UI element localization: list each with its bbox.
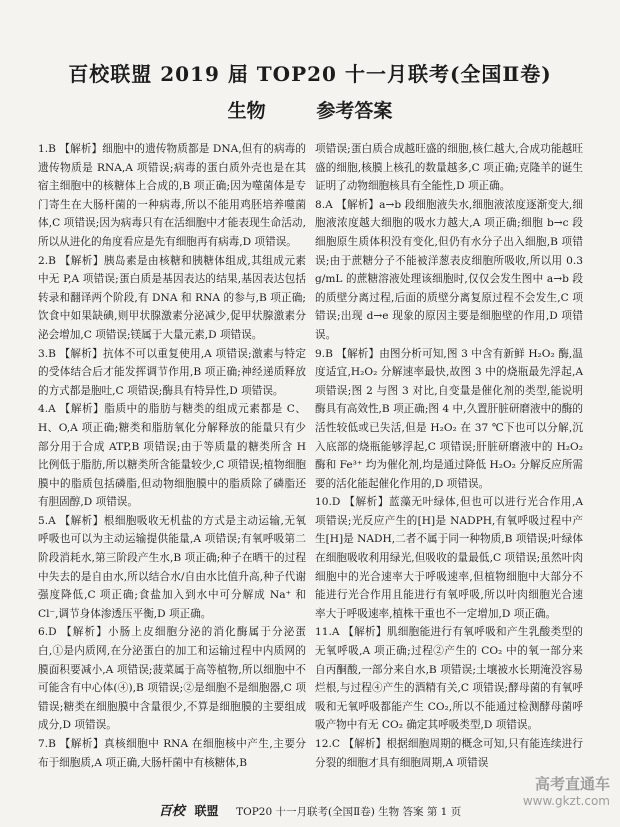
answer-item-6: 6.D 【解析】小肠上皮细胞分泌的消化酶属于分泌蛋白,①是内质网,在分泌蛋白的加工和运输过程中内质网的膜面积要减小,A 项错误;菠菜属于高等植物,所以细胞中不可能含有中心体(④),B 项错误;②是细胞不是细胞器,C 项错误;糖类在细胞膜中含量很少,不算是细胞膜的主要组成成分,D 项错误。 xyxy=(38,626,306,732)
left-column xyxy=(38,140,306,772)
answer-item-3: 3.B 【解析】抗体不可以重复使用,A 项错误;激素与特定的受体结合后才能发挥调节作用,B 项正确;神经递质释放的方式都是胞吐,C 项错误;酶具有特异性,D 项错误。 xyxy=(38,347,306,397)
answer-item-8: 8.A 【解析】a→b 段细胞液失水,细胞液浓度逐渐变大,细胞液浓度越大细胞的吸水力越大,A 项正确;细胞 b→c 段细胞原生质体积没有变化,但仍有水分子出入细胞,B 项错误;由于蔗糖分子不能被洋葱表皮细胞所吸收,所以用 0.3 g/mL 的蔗糖溶液处理该细胞时,仅仅会发生图中 a→b 段的质壁分离过程,后面的质壁分离复原过程不会发生,C 项错误;出现 d→e 现象的原因主要是细胞壁的作用,D 项错误。 xyxy=(315,198,583,341)
brand-logo-part-1: 百校 xyxy=(158,804,185,819)
answer-item-12: 12.C 【解析】根据细胞周期的概念可知,只有能连续进行分裂的细胞才具有细胞周期,A 项错误 xyxy=(315,738,583,769)
answer-item-10: 10.D 【解析】蓝藻无叶绿体,但也可以进行光合作用,A 项错误;光反应产生的[H]是 NADPH,有氧呼吸过程中产生[H]是 NADH,二者不属于同一种物质,B 项错误;叶绿体在细胞吸收利用绿光,但吸收的量最低,C 项错误;虽然叶肉细胞中的光合速率大于呼吸速率,但植物细胞中大部分不能进行光合作用且能进行有氧呼吸,所以叶肉细胞光合速率大于呼吸速率,植株干重也不一定增加,D 项正确。 xyxy=(315,496,583,620)
answer-key-label: 参考答案 xyxy=(316,100,393,122)
answer-item-1: 1.B 【解析】细胞中的遗传物质都是 DNA,但有的病毒的遗传物质是 RNA,A 项错误;病毒的蛋白质外壳也是在其宿主细胞中的核糖体上合成的,B 项正确;因为噬菌体是专门寄生在大肠杆菌的一种病毒,所以不能用鸡胚培养噬菌体,C 项错误;因为病毒只有在活细胞中才能表现生命活动,所以从进化的角度看应是先有细胞再有病毒,D 项错误。 xyxy=(38,143,306,248)
answer-item-7-continued: 项错误;蛋白质合成越旺盛的细胞,核仁越大,合成功能越旺盛的细胞,核膜上核孔的数量越多,C 项正确;克隆羊的诞生证明了动物细胞核具有全能性,D 项正确。 xyxy=(315,143,583,193)
page-title: 百校联盟 2019 届 TOP20 十一月联考(全国Ⅱ卷) xyxy=(68,62,552,86)
answer-item-4: 4.A 【解析】脂质中的脂肪与糖类的组成元素都是 C、H、O,A 项正确;糖类和脂肪氧化分解释放的能量只有少部分用于合成 ATP,B 项错误;由于等质量的糖类所含 H 比例低于脂肪,所以糖类所含能量较少,C 项错误;植物细胞膜中的脂质包括磷脂,但动物细胞膜中的脂质除了磷脂还有胆固醇,D 项错误。 xyxy=(38,403,306,509)
right-column xyxy=(315,140,583,772)
brand-logo-part-2: 联盟 xyxy=(194,804,219,818)
answer-item-7: 7.B 【解析】真核细胞中 RNA 在细胞核中产生,主要分布于细胞质,A 项正确,大肠杆菌中有核糖体,B xyxy=(38,738,306,769)
footer-text: TOP20 十一月联考(全国Ⅱ卷) 生物 答案 第 1 页 xyxy=(236,806,462,818)
watermark-title: 高考直通车 xyxy=(534,775,610,793)
brand-logo xyxy=(159,806,222,818)
site-watermark xyxy=(520,773,610,821)
answer-item-2: 2.B 【解析】胰岛素是由核糖和胰糖体组成,其组成元素中无 P,A 项错误;蛋白质是基因表达的结果,基因表达包括转录和翻译两个阶段,有 DNA 和 RNA 的参与,B 项正确;饮食中如果缺碘,则甲状腺激素分泌减少,促甲状腺激素分泌会增加,C 项错误;镁属于大量元素,D 项错误。 xyxy=(38,254,306,341)
watermark-url: www.gkzt.com xyxy=(522,794,610,808)
page-subtitle xyxy=(0,96,620,123)
answer-item-9: 9.B 【解析】由图分析可知,图 3 中含有新鲜 H₂O₂ 酶,温度适宜,H₂O₂ 分解速率最快,故图 3 中的烧瓶最先浮起,A 项错误;图 2 与图 3 对比,自变量是催化剂的类型,能说明酶具有高效性,B 项正确;图 4 中,久置肝脏研磨液中的酶的活性较低或已失活,但是 H₂O₂ 在 37 ℃下也可以分解,沉入底部的烧瓶能够浮起,C 项错误;肝脏研磨液中的 H₂O₂ 酶和 Fe³⁺ 均为催化剂,均是通过降低 H₂O₂ 分解反应所需要的活化能起催化作用的,D 项错误。 xyxy=(315,347,583,490)
answer-item-5: 5.A 【解析】根细胞吸收无机盐的方式是主动运输,无氧呼吸也可以为主动运输提供能量,A 项错误;有氧呼吸第二阶段消耗水,第三阶段产生水,B 项正确;种子在晒干的过程中失去的是自由水,所以结合水/自由水比值升高,种子代谢强度降低,C 项正确;食盐加入到水中可分解成 Na⁺ 和 Cl⁻,调节身体渗透压平衡,D 项正确。 xyxy=(38,514,306,620)
subject-label: 生物 xyxy=(227,100,266,122)
answer-item-11: 11.A 【解析】肌细胞能进行有氧呼吸和产生乳酸类型的无氧呼吸,A 项正确;过程②产生的 CO₂ 中的氧一部分来自丙酮酸,一部分来自水,B 项错误;土壤被水长期淹没容易烂根,与过程④产生的酒精有关,C 项错误;酵母菌的有氧呼吸和无氧呼吸都能产生 CO₂,所以不能通过检测酵母菌呼吸产物中有无 CO₂ 确定其呼吸类型,D 项错误。 xyxy=(315,626,583,732)
